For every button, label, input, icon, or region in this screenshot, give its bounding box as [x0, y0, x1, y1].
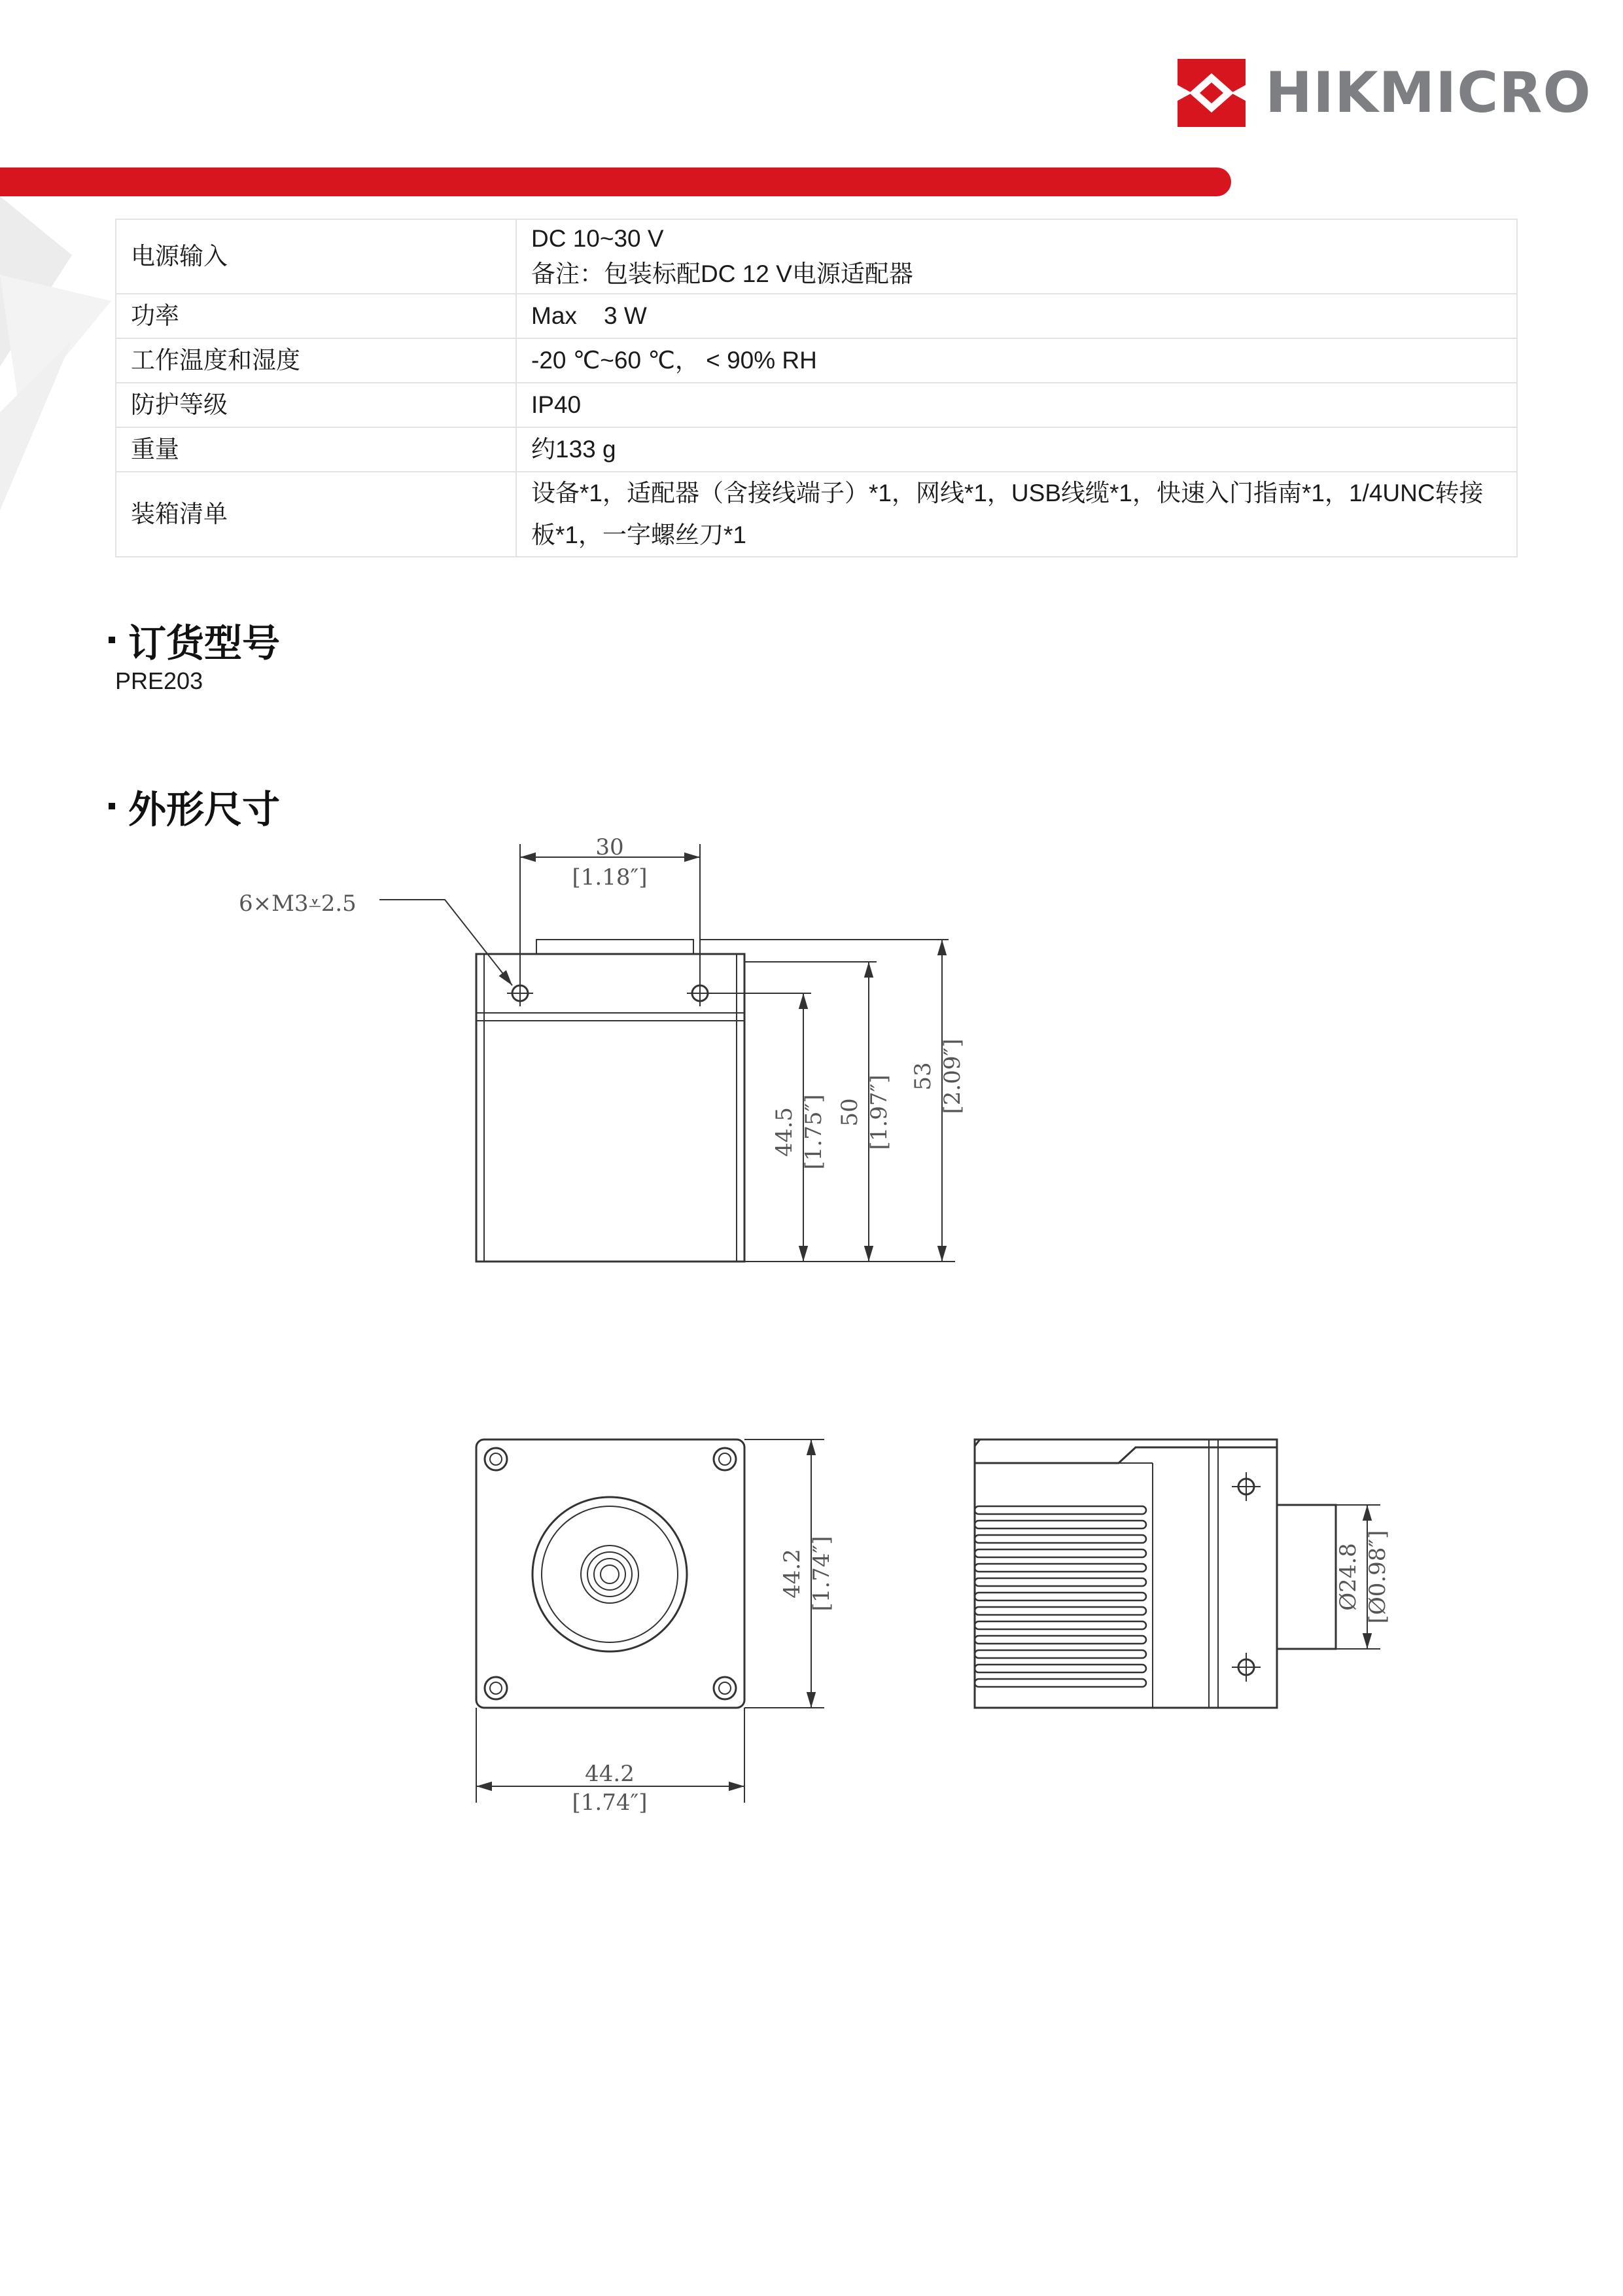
heatsink-fin — [975, 1506, 1146, 1514]
dim-top-width: 30 — [595, 834, 624, 860]
heatsink-fin — [975, 1535, 1146, 1543]
dim-lens-diameter: Ø24.8 — [1335, 1543, 1361, 1611]
dim-front-height: 44.2 — [779, 1549, 805, 1598]
spec-value: IP40 — [516, 383, 1517, 427]
heatsink-fin — [975, 1607, 1146, 1615]
mount-hole-icon — [1232, 1472, 1261, 1501]
dim-height-3: 53 — [910, 1062, 936, 1091]
screw-icon — [714, 1448, 736, 1470]
spec-label: 防护等级 — [116, 383, 516, 427]
dim-height-1-in: [1.75″] — [801, 1094, 827, 1170]
dim-top-width-in: [1.18″] — [572, 864, 648, 891]
dim-height-3-in: [2.09″] — [939, 1038, 966, 1114]
side-view-drawing — [975, 1439, 1380, 1708]
model-number: PRE203 — [115, 667, 203, 694]
spec-label: 电源输入 — [116, 219, 516, 294]
dim-front-width-in: [1.74″] — [572, 1790, 648, 1816]
dim-height-2-in: [1.97″] — [866, 1074, 892, 1150]
spec-value-line: 备注：包装标配DC 12 V电源适配器 — [531, 260, 913, 287]
spec-label: 装箱清单 — [116, 472, 516, 557]
mount-hole-icon — [687, 980, 713, 1006]
heatsink-fin — [975, 1564, 1146, 1572]
spec-value: Max 3 W — [516, 294, 1517, 338]
heatsink-fin — [975, 1636, 1146, 1644]
heatsink-fin — [975, 1578, 1146, 1586]
spec-label: 重量 — [116, 427, 516, 472]
screw-icon — [714, 1677, 736, 1699]
dim-lens-diameter-in: [Ø0.98″] — [1365, 1530, 1391, 1624]
screw-note: 6×M3⩡2.5 — [239, 891, 357, 917]
heatsink-fin — [975, 1621, 1146, 1629]
heatsink-fin — [975, 1521, 1146, 1528]
spec-value-line: 设备*1，适配器（含接线端子）*1，网线*1，USB线缆*1，快速入门指南*1，1/4UNC转接 — [531, 480, 1484, 506]
spec-label: 功率 — [116, 294, 516, 338]
section-title-text: 外形尺寸 — [128, 788, 281, 831]
screw-icon — [485, 1677, 507, 1699]
heatsink-fins — [975, 1506, 1146, 1687]
front-view-drawing — [476, 1439, 824, 1803]
spec-value-line: 板*1，一字螺丝刀*1 — [531, 521, 746, 548]
brand-name: HIKMICRO — [1265, 60, 1592, 126]
dim-front-height-in: [1.74″] — [809, 1536, 835, 1612]
screw-icon — [485, 1448, 507, 1470]
lens-icon — [532, 1497, 687, 1651]
heatsink-fin — [975, 1650, 1146, 1658]
dim-front-width: 44.2 — [585, 1761, 635, 1787]
spec-value-line: DC 10~30 V — [531, 225, 664, 252]
dim-height-1: 44.5 — [771, 1107, 797, 1157]
heatsink-fin — [975, 1665, 1146, 1672]
spec-value: 约133 g — [516, 427, 1517, 472]
top-view-drawing — [379, 844, 955, 1262]
mount-hole-icon — [1232, 1653, 1261, 1682]
spec-value: -20 ℃~60 ℃， < 90% RH — [516, 338, 1517, 383]
section-title-text: 订货型号 — [128, 622, 281, 665]
heatsink-fin — [975, 1679, 1146, 1687]
heatsink-fin — [975, 1593, 1146, 1600]
spec-label: 工作温度和湿度 — [116, 338, 516, 383]
heatsink-fin — [975, 1549, 1146, 1557]
dim-height-2: 50 — [837, 1098, 863, 1127]
